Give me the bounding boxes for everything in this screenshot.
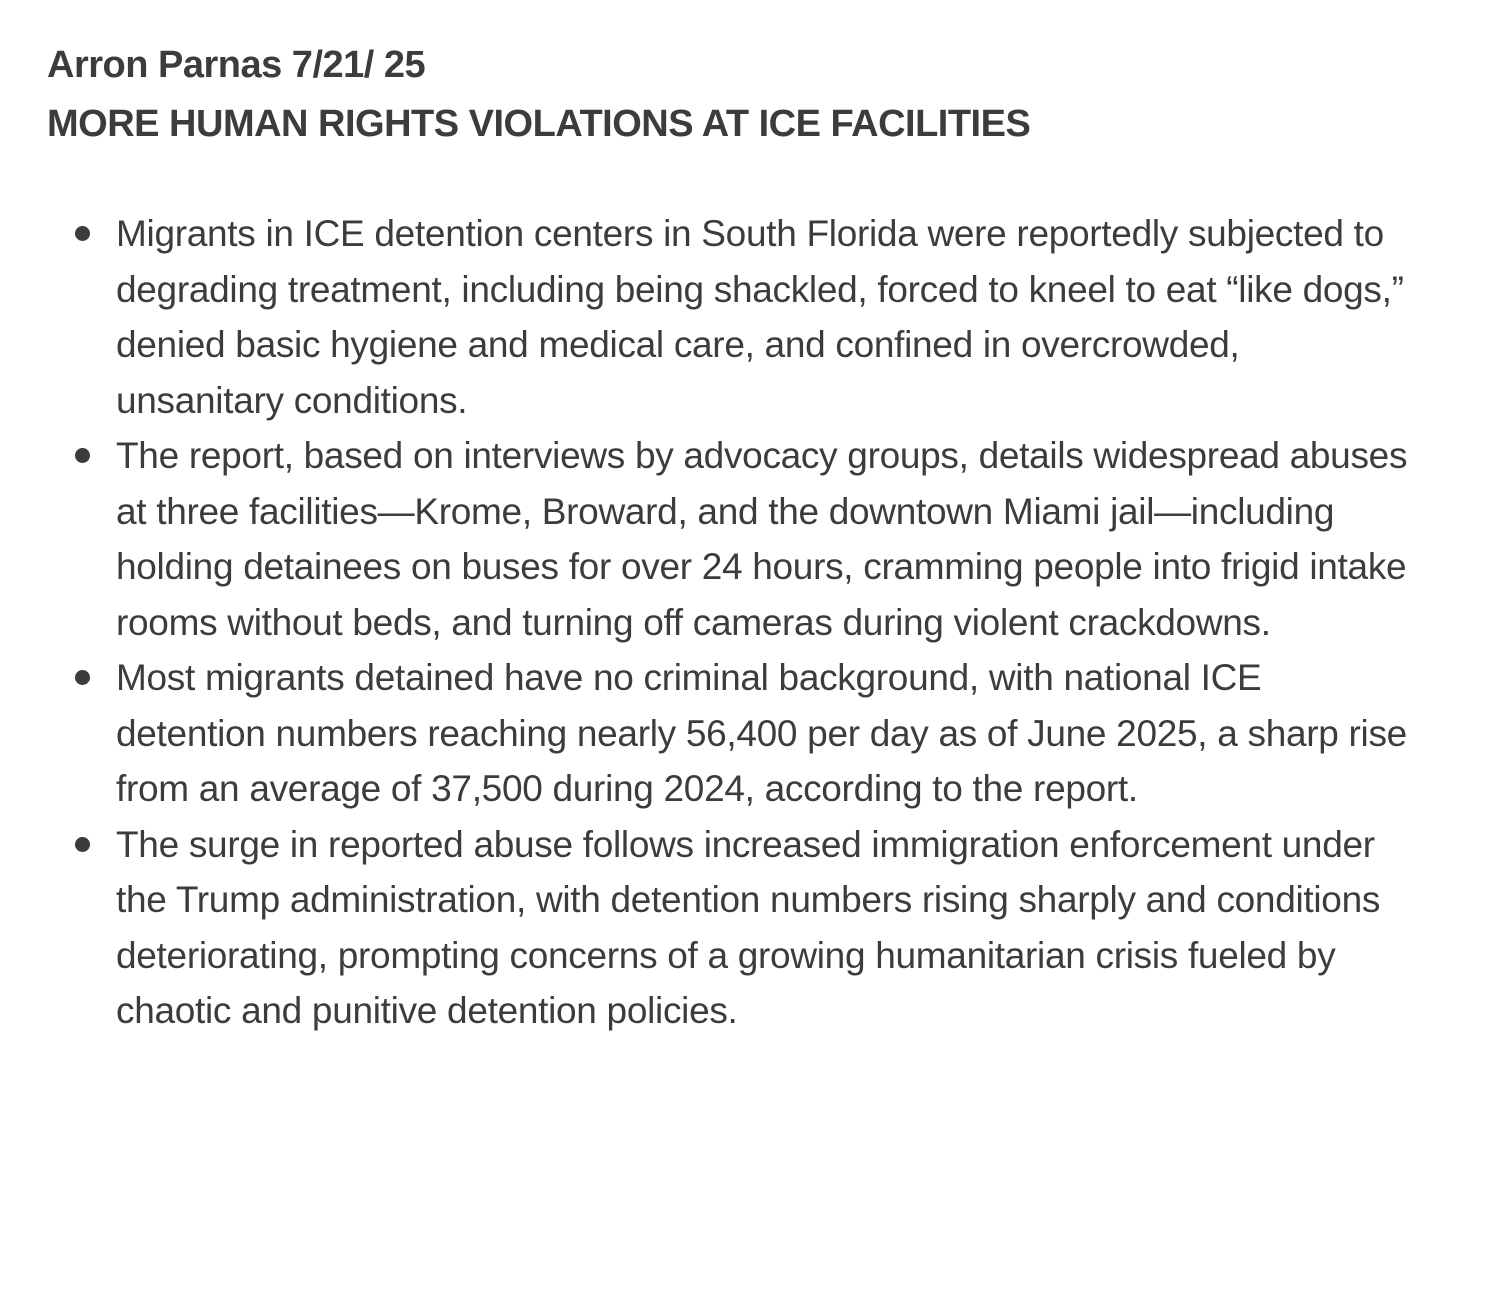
bullet-text: The report, based on interviews by advocacy groups, details widespread abuses at three facilities—Krome, Broward, and the downtown Miami jail—including holding detainees on buses for over 24 hours, cramming people into frigid intake rooms without beds, and turning off cameras during violent crackdowns. [116,435,1408,643]
bullet-dot-icon [75,670,90,685]
bullet-list [70,206,1410,1039]
bullet-dot-icon [75,226,90,241]
bullet-dot-icon [75,448,90,463]
note-header [47,36,1467,154]
bullet-item [70,817,1410,1039]
bullet-item [70,650,1410,817]
bullet-text: Migrants in ICE detention centers in South Florida were reportedly subjected to degrading treatment, including being shackled, forced to kneel to eat “like dogs,” denied basic hygiene and medical care, and confined in overcrowded, unsanitary conditions. [116,213,1404,421]
headline: MORE HUMAN RIGHTS VIOLATIONS AT ICE FACILITIES [47,103,1031,145]
byline: Arron Parnas 7/21/ 25 [47,44,426,86]
bullet-dot-icon [75,837,90,852]
bullet-text: Most migrants detained have no criminal background, with national ICE detention numbers reaching nearly 56,400 per day as of June 2025, a sharp rise from an average of 37,500 during 2024, according to the report. [116,657,1407,809]
bullet-item [70,428,1410,650]
bullet-item [70,206,1410,428]
bullet-text: The surge in reported abuse follows increased immigration enforcement under the Trump administration, with detention numbers rising sharply and conditions deteriorating, prompting concerns of a growing humanitarian crisis fueled by chaotic and punitive detention policies. [116,823,1381,1031]
